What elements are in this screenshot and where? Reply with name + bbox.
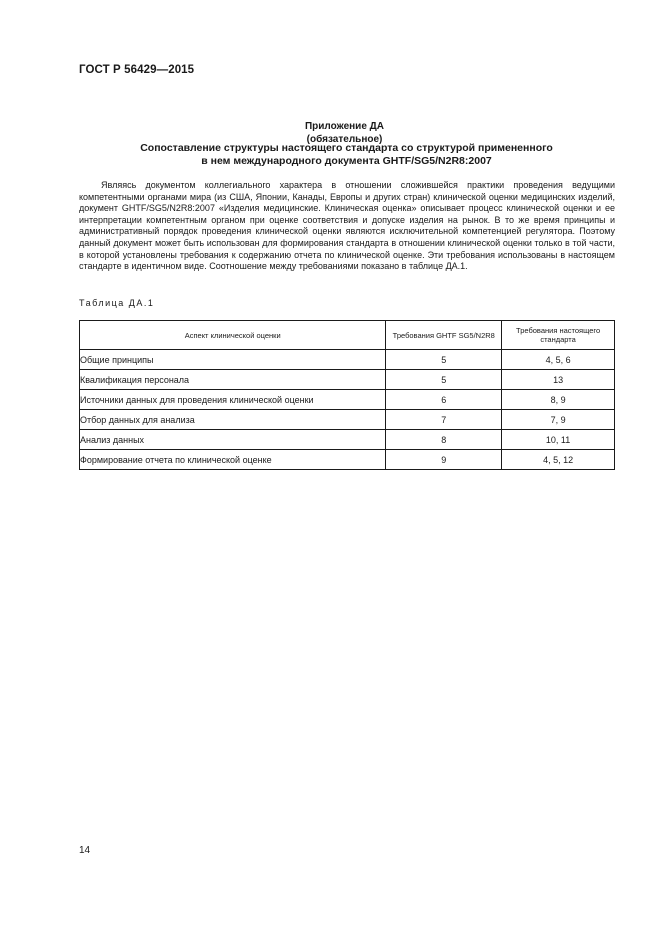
page-number: 14 xyxy=(79,845,91,856)
cell-standard: 4, 5, 6 xyxy=(502,350,615,370)
document-header: ГОСТ Р 56429—2015 xyxy=(79,64,195,76)
table-row xyxy=(80,410,615,430)
cell-aspect: Источники данных для проведения клинической оценки xyxy=(80,390,386,410)
cell-standard: 4, 5, 12 xyxy=(502,450,615,470)
appendix-title: Приложение ДА xyxy=(304,121,385,132)
cell-standard: 13 xyxy=(502,370,615,390)
cell-ghtf: 6 xyxy=(386,390,502,410)
table-row xyxy=(80,350,615,370)
header-standard: Требования настоящего стандарта xyxy=(502,321,615,350)
cell-aspect: Общие принципы xyxy=(80,350,386,370)
cell-ghtf: 8 xyxy=(386,430,502,450)
table-caption: Таблица ДА.1 xyxy=(79,298,155,308)
cell-aspect: Формирование отчета по клинической оценке xyxy=(80,450,386,470)
comparison-table xyxy=(79,320,615,470)
header-aspect: Аспект клинической оценки xyxy=(80,321,386,350)
cell-aspect: Анализ данных xyxy=(80,430,386,450)
body-text xyxy=(79,180,615,273)
section-title-line-2: в нем международного документа GHTF/SG5/N2R8:2007 xyxy=(201,155,492,167)
table-header-row xyxy=(80,321,615,350)
body-paragraph: Являясь документом коллегиального характера в отношении сложившейся практики проведения ведущими компетентными органами мира (из США, Японии, Канады, Европы и других стран) клинической оценки медицинских изделий, документ GHTF/SG5/N2R8:2007 «Изделия медицинские. Клиническая оценка» описывает процесс клинической оценки и ее интерпретации компетентным органом при оценке соответствия и допуске изделия на рынок. В то же время принципы и административный порядок проведения клинической оценки являются исключительной компетенцией регулятора. Поэтому данный документ может быть использован для формирования стандарта в отношении клинической оценки только в той части, в которой установлены требования к содержанию отчета по клинической оценке. Эти требования использованы в настоящем стандарте в идентичном виде. Соотношение между требованиями показано в таблице ДА.1. xyxy=(79,180,615,272)
cell-ghtf: 5 xyxy=(386,370,502,390)
section-title xyxy=(79,142,614,168)
cell-standard: 8, 9 xyxy=(502,390,615,410)
cell-standard: 7, 9 xyxy=(502,410,615,430)
cell-ghtf: 7 xyxy=(386,410,502,430)
table-row xyxy=(80,450,615,470)
appendix-status: (обязательное) xyxy=(306,134,383,145)
table-row xyxy=(80,430,615,450)
table-row xyxy=(80,370,615,390)
cell-ghtf: 5 xyxy=(386,350,502,370)
section-title-line-1: Сопоставление структуры настоящего стандарта со структурой примененного xyxy=(140,142,553,154)
cell-ghtf: 9 xyxy=(386,450,502,470)
cell-aspect: Отбор данных для анализа xyxy=(80,410,386,430)
cell-standard: 10, 11 xyxy=(502,430,615,450)
header-ghtf: Требования GHTF SG5/N2R8 xyxy=(386,321,502,350)
cell-aspect: Квалификация персонала xyxy=(80,370,386,390)
table-row xyxy=(80,390,615,410)
